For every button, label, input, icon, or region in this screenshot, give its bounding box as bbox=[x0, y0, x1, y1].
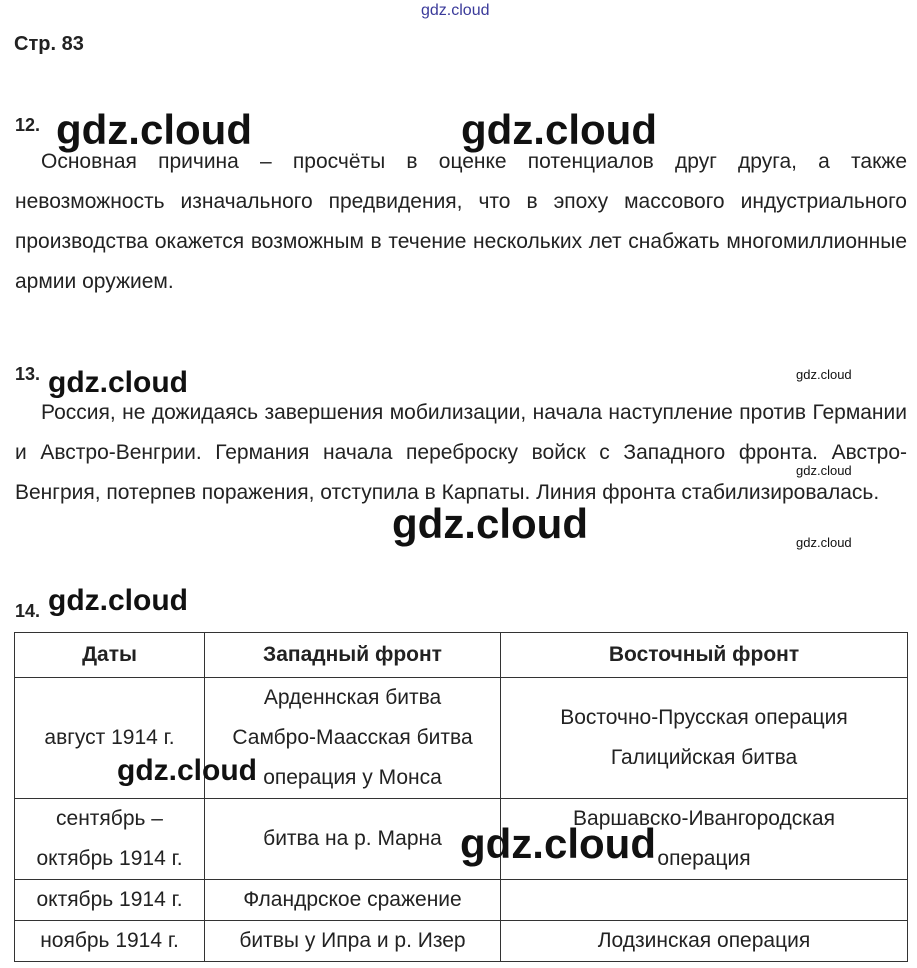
cell-west: битвы у Ипра и р. Изер bbox=[205, 921, 501, 962]
cell-date: ноябрь 1914 г. bbox=[15, 921, 205, 962]
table-header-row bbox=[15, 633, 908, 678]
header-eastern-front: Восточный фронт bbox=[501, 633, 908, 678]
cell-east: Восточно-Прусская операция Галицийская битва bbox=[501, 678, 908, 799]
cell-west: битва на р. Марна bbox=[205, 799, 501, 880]
cell-east: Лодзинская операция bbox=[501, 921, 908, 962]
table-row bbox=[15, 921, 908, 962]
question-13-text: Россия, не дожидаясь завершения мобилизации, начала наступление против Германии и Австро-Венгрии. Германия начала переброску войск с Западного фронта. Австро-Венгрия, потерпев поражения, отступила в Карпаты. Линия фронта стабилизировалась. bbox=[15, 401, 907, 504]
fronts-table bbox=[14, 632, 908, 962]
watermark: gdz.cloud bbox=[460, 820, 656, 867]
question-14-number: 14. bbox=[15, 601, 41, 621]
table-row bbox=[15, 880, 908, 921]
question-12-number: 12. bbox=[15, 115, 41, 135]
question-13-number: 13. bbox=[15, 364, 41, 384]
watermark-top: gdz.cloud bbox=[421, 2, 490, 19]
cell-west: Фландрское сражение bbox=[205, 880, 501, 921]
watermark: gdz.cloud bbox=[796, 535, 852, 550]
cell-east: Варшавско-Ивангородская операция bbox=[501, 799, 908, 880]
cell-east bbox=[501, 880, 908, 921]
header-dates: Даты bbox=[15, 633, 205, 678]
question-12-text: Основная причина – просчёты в оценке потенциалов друг друга, а также невозможность изначального предвидения, что в эпоху массового индустриального производства окажется возможным в течение нескольких лет снабжать многомиллионные армии оружием. bbox=[15, 150, 907, 293]
cell-date: октябрь 1914 г. bbox=[15, 880, 205, 921]
cell-date: сентябрь – октябрь 1914 г. bbox=[15, 799, 205, 880]
watermark: gdz.cloud bbox=[117, 754, 257, 787]
page-number: Стр. 83 bbox=[14, 33, 84, 55]
watermark: gdz.cloud bbox=[796, 463, 852, 478]
header-western-front: Западный фронт bbox=[205, 633, 501, 678]
watermark: gdz.cloud bbox=[796, 367, 852, 382]
watermark: gdz.cloud bbox=[48, 584, 188, 617]
watermark: gdz.cloud bbox=[56, 106, 252, 153]
question-13-answer bbox=[15, 393, 907, 513]
watermark: gdz.cloud bbox=[392, 500, 588, 547]
watermark: gdz.cloud bbox=[461, 106, 657, 153]
cell-date: август 1914 г. bbox=[15, 678, 205, 799]
cell-west: Арденнская битва Самбро-Маасская битва операция у Монса bbox=[205, 678, 501, 799]
watermark: gdz.cloud bbox=[48, 366, 188, 399]
question-12-answer bbox=[15, 142, 907, 302]
